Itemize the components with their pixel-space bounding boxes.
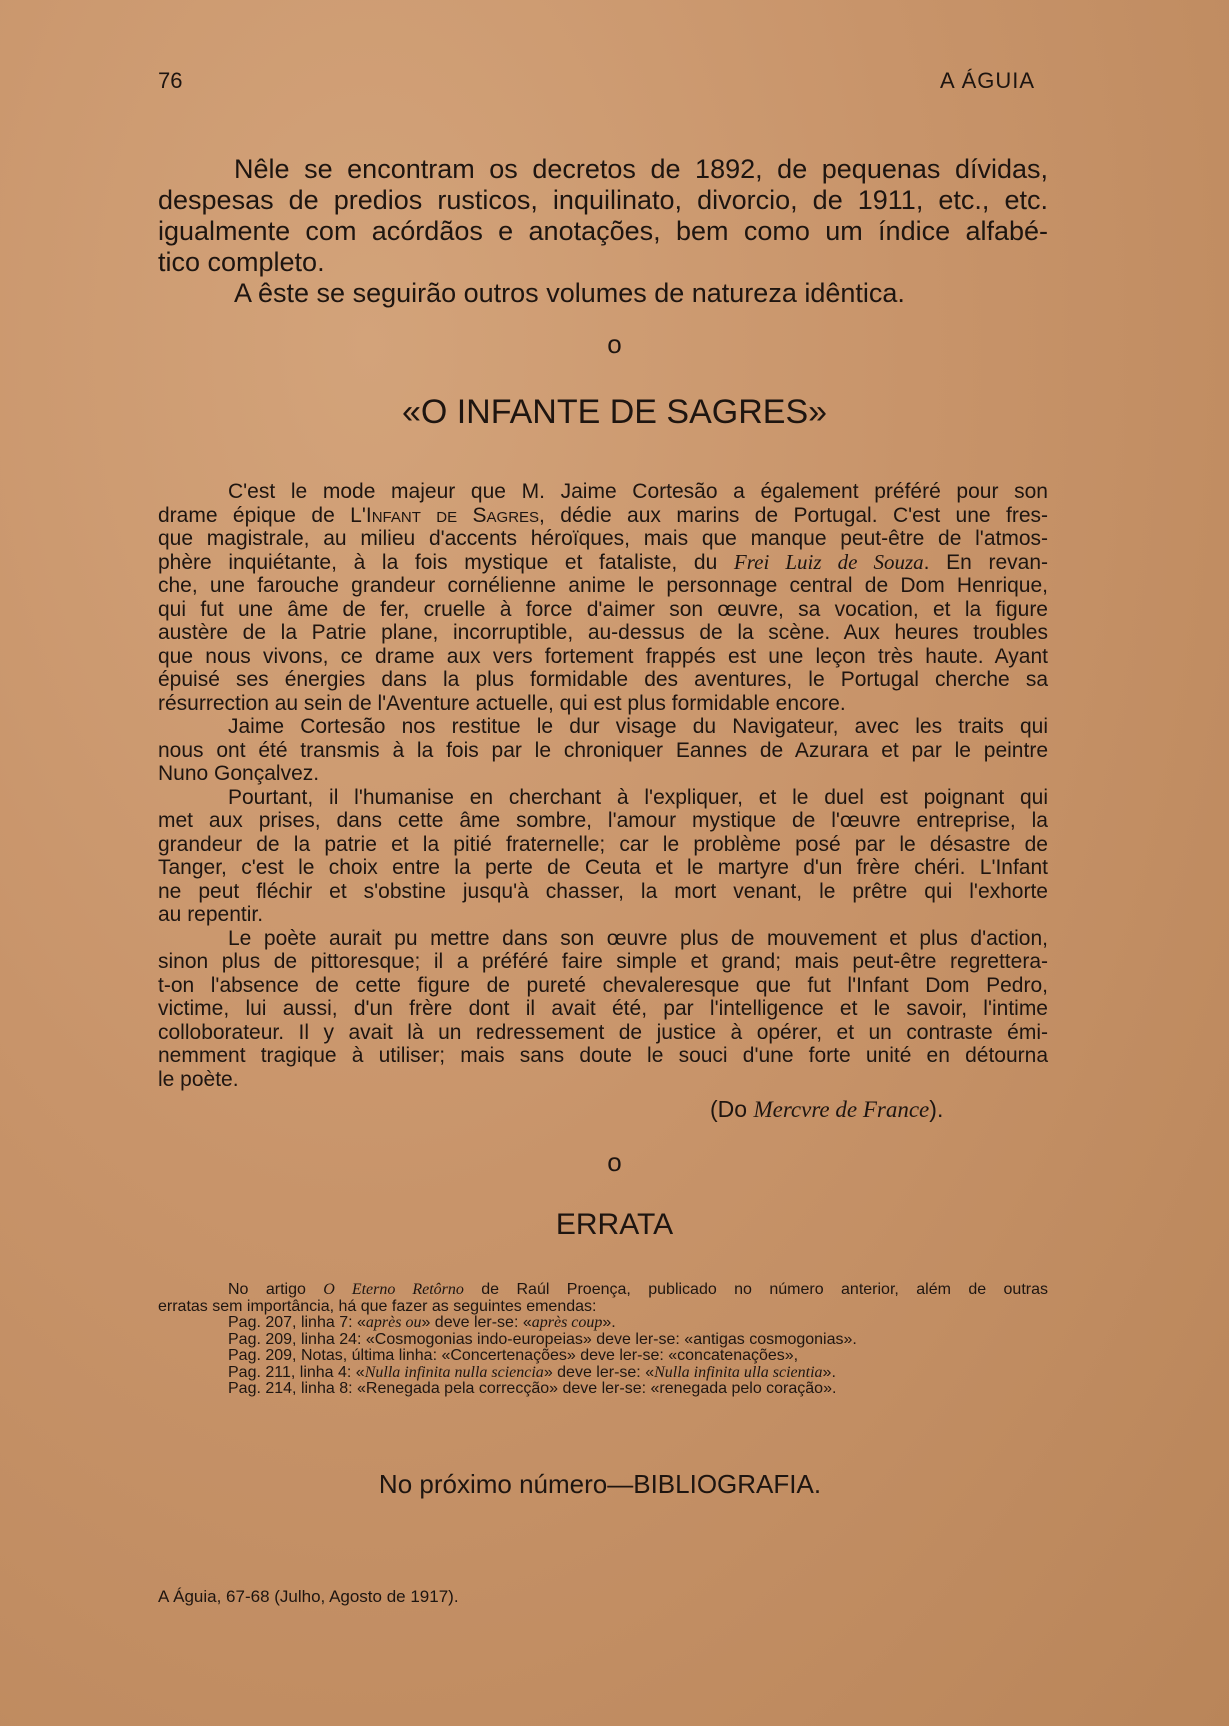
review-line: épuisé ses énergies dans la plus formidable des aventures, le Portugal cherche sa bbox=[158, 668, 1048, 691]
review-line: phère inquiétante, à la fois mystique et fataliste, du Frei Luiz de Souza. En revan- bbox=[158, 549, 1049, 574]
intro-line: tico completo. bbox=[158, 247, 325, 277]
errata-intro-line: No artigo O Eterno Retôrno de Raúl Proença, publicado no número anterior, além de outras bbox=[228, 1281, 1048, 1298]
intro-closing: A êste se seguirão outros volumes de natureza idêntica. bbox=[234, 278, 905, 308]
review-line: qui fut une âme de fer, cruelle à force d'aimer son œuvre, sa vocation, et la figure bbox=[158, 597, 1048, 621]
intro-line: Nêle se encontram os decretos de 1892, de pequenas dívidas, bbox=[234, 154, 1048, 184]
errata-item: Pag. 209, Notas, última linha: «Concertenações» deve ler-se: «concatenações», bbox=[228, 1347, 799, 1364]
review-line: Pourtant, il l'humanise en cherchant à l'expliquer, et le duel est poignant qui bbox=[228, 785, 1048, 809]
review-line: que magistrale, au milieu d'accents héroïques, mais que manque peut-être de l'atmos- bbox=[158, 527, 1048, 550]
errata-title: ERRATA bbox=[555, 1208, 674, 1241]
review-line: met aux prises, dans cette âme sombre, l'amour mystique de l'œuvre entreprise, la bbox=[158, 809, 1048, 832]
errata-body bbox=[158, 1282, 1048, 1398]
errata-item: Pag. 211, linha 4: «Nulla infinita nulla sciencia» deve ler-se: «Nulla infinita ulla scientia». bbox=[228, 1363, 836, 1381]
review-line: Nuno Gonçalvez. bbox=[158, 762, 320, 785]
review-line: nemment tragique à utiliser; mais sans doute le souci d'une forte unité en détourna bbox=[158, 1044, 1048, 1067]
separator: o bbox=[607, 1147, 622, 1177]
section-title: «O INFANTE DE SAGRES» bbox=[401, 393, 828, 431]
review-line: résurrection au sein de l'Aventure actuelle, qui est plus formidable encore. bbox=[158, 691, 846, 715]
review-line: au repentir. bbox=[158, 903, 264, 926]
review-line: sinon plus de pittoresque; il a préféré faire simple et grand; mais peut-être regrettera- bbox=[158, 950, 1048, 973]
footer-citation: A Águia, 67-68 (Julho, Agosto de 1917). bbox=[158, 1587, 459, 1606]
intro-block bbox=[158, 154, 1048, 309]
review-line: C'est le mode majeur que M. Jaime Cortesão a également préféré pour son bbox=[228, 480, 1048, 503]
review-line: austère de la Patrie plane, incorruptible, au-dessus de la scène. Aux heures troubles bbox=[158, 621, 1048, 644]
errata-item: Pag. 207, linha 7: «après ou» deve ler-se: «après coup». bbox=[228, 1314, 616, 1331]
running-title: A ÁGUIA bbox=[940, 68, 1036, 93]
source-attribution: (Do Mercvre de France). bbox=[710, 1096, 944, 1122]
review-line: colloborateur. Il y avait là un redressement de justice à opérer, et un contraste émi- bbox=[158, 1020, 1048, 1044]
errata-item: Pag. 214, linha 8: «Renegada pela correcção» deve ler-se: «renegada pelo coração». bbox=[228, 1380, 837, 1397]
review-line: victime, lui aussi, d'un frère dont il avait été, par l'intelligence et le savoir, l'intime bbox=[158, 997, 1048, 1020]
review-line: nous ont été transmis à la fois par le chroniquer Eannes de Azurara et par le peintre bbox=[158, 738, 1048, 762]
review-line: drame épique de L'Infant de Sagres, dédie aux marins de Portugal. C'est une fres- bbox=[158, 503, 1048, 527]
review-body bbox=[158, 480, 1048, 1091]
separator: o bbox=[607, 329, 622, 359]
review-line: Jaime Cortesão nos restitue le dur visage du Navigateur, avec les traits qui bbox=[228, 715, 1048, 738]
intro-line: igualmente com acórdãos e anotações, bem como um índice alfabé- bbox=[158, 216, 1048, 246]
page-number: 76 bbox=[158, 68, 183, 93]
review-line: t-on l'absence de cette figure de pureté chevaleresque que fut l'Infant Dom Pedro, bbox=[158, 973, 1048, 997]
review-line: ne peut fléchir et s'obstine jusqu'à chasser, la mort venant, le prêtre qui l'exhorte bbox=[158, 879, 1048, 903]
review-line: che, une farouche grandeur cornélienne anime le personnage central de Dom Henrique, bbox=[158, 574, 1048, 597]
review-line: Tanger, c'est le choix entre la perte de Ceuta et le martyre d'un frère chéri. L'Infant bbox=[158, 856, 1048, 879]
review-line: que nous vivons, ce drame aux vers fortement frappés est une leçon très haute. Ayant bbox=[158, 644, 1048, 668]
intro-line: despesas de predios rusticos, inquilinato, divorcio, de 1911, etc., etc. bbox=[158, 185, 1048, 215]
errata-intro-line: erratas sem importância, há que fazer as seguintes emendas: bbox=[158, 1297, 597, 1315]
review-line: le poète. bbox=[158, 1067, 239, 1091]
review-line: Le poète aurait pu mettre dans son œuvre plus de mouvement et plus d'action, bbox=[228, 926, 1048, 950]
next-issue-notice: No próximo número—BIBLIOGRAFIA. bbox=[378, 1469, 822, 1499]
errata-item: Pag. 209, linha 24: «Cosmogonias indo-europeias» deve ler-se: «antigas cosmogonias». bbox=[228, 1330, 857, 1348]
review-line: grandeur de la patrie et la pitié fraternelle; car le problème posé par le désastre de bbox=[158, 832, 1048, 856]
source-title: Mercvre de France bbox=[753, 1097, 930, 1122]
